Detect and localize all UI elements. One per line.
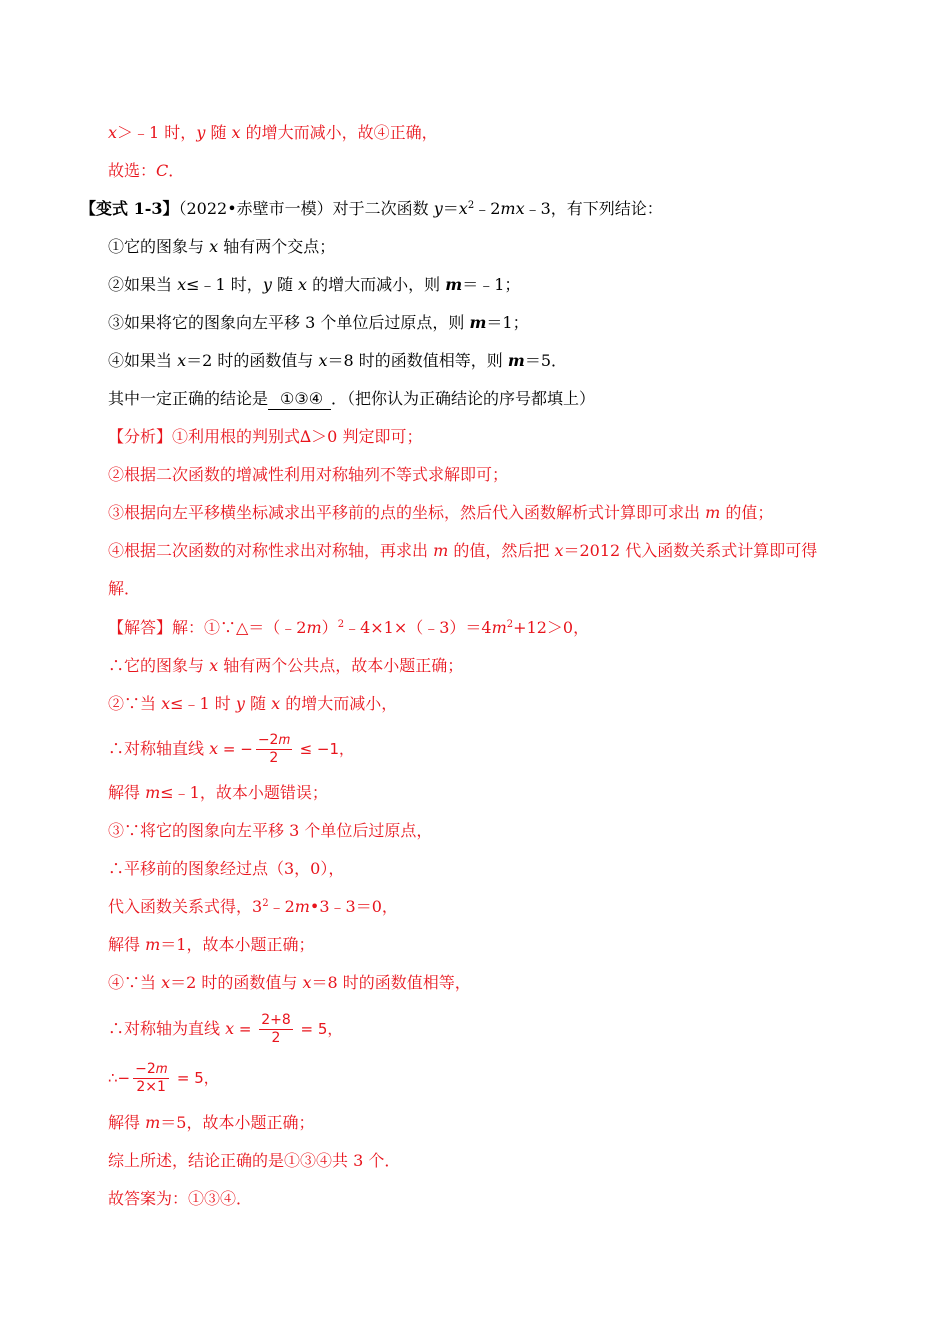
solution-2: ∴它的图象与 x 轴有两个公共点，故本小题正确； xyxy=(108,656,464,675)
statement-4: ④如果当 x＝2 时的函数值与 x＝8 时的函数值相等，则 m＝5． xyxy=(108,351,567,370)
fraction: $\frac{\text{−2𝑚}}{2}$ xyxy=(257,732,290,766)
top-line-2: 故选：C． xyxy=(108,161,185,180)
solution-15: 故答案为：①③④． xyxy=(108,1189,253,1208)
solution-13: 解得 m＝5，故本小题正确； xyxy=(108,1113,315,1132)
solution-11: ∴对称轴为直线 x = $\frac{2+8}{2}$ = 5， xyxy=(108,1012,343,1046)
solution-3: ②∵当 x≤﹣1 时 y 随 x 的增大而减小， xyxy=(108,694,398,713)
solution-6: ③∵将它的图象向左平移 3 个单位后过原点， xyxy=(108,821,433,840)
solution-4: ∴对称轴直线 x = − $\frac{\text{−2𝑚}}{2}$ ≤ −1， xyxy=(108,732,355,766)
statement-2: ②如果当 x≤﹣1 时，y 随 x 的增大而减小，则 m＝﹣1； xyxy=(108,275,521,294)
top-line-1: x＞﹣1 时，y 随 x 的增大而减小，故④正确， xyxy=(108,123,438,142)
problem-header: 【变式 1-3】（2022•赤壁市一模）对于二次函数 $y=x^2﹣2mx﹣3$，有下列结论： xyxy=(80,199,663,218)
question-line: 其中一定正确的结论是 ①③④ ．（把你认为正确结论的序号都填上） xyxy=(108,389,596,408)
statement-1: ①它的图象与 x 轴有两个交点； xyxy=(108,237,336,256)
solution-1: 【解答】解：$①\because\triangle=(﹣2m)^2﹣4\times 1\times(﹣3)=4m^2+12>0$， xyxy=(108,618,590,637)
solution-5: 解得 m≤﹣1，故本小题错误； xyxy=(108,783,328,802)
analysis-2: ②根据二次函数的增减性利用对称轴列不等式求解即可； xyxy=(108,465,509,484)
solution-7: ∴平移前的图象经过点（3，0）， xyxy=(108,859,345,878)
solution-9: 解得 m＝1，故本小题正确； xyxy=(108,935,315,954)
solution-14: 综上所述，结论正确的是①③④共 3 个． xyxy=(108,1151,401,1170)
statement-3: ③如果将它的图象向左平移 3 个单位后过原点，则 m＝1； xyxy=(108,313,529,332)
fraction: $\frac{2+8}{2}$ xyxy=(261,1012,291,1046)
solution-10: ④∵当 x＝2 时的函数值与 x＝8 时的函数值相等， xyxy=(108,973,471,992)
problem-tag: 【变式 1-3】 xyxy=(80,199,179,218)
answer-blank: ①③④ xyxy=(268,389,331,410)
analysis-5: 解． xyxy=(108,579,141,598)
fraction: $\frac{\text{−2𝑚}}{2\times 1}$ xyxy=(135,1061,168,1095)
analysis-1: 【分析】①利用根的判别式∆＞0 判定即可； xyxy=(108,427,423,446)
solution-12: ∴− $\frac{\text{−2𝑚}}{2\times 1}$ = 5， xyxy=(108,1061,219,1095)
analysis-3: ③根据向左平移横坐标减求出平移前的点的坐标，然后代入函数解析式计算即可求出 m 的值； xyxy=(108,503,774,522)
solution-8: 代入函数关系式得，$3^2﹣2m•3﹣3=0$， xyxy=(108,897,398,916)
analysis-4: ④根据二次函数的对称性求出对称轴，再求出 m 的值，然后把 x＝2012 代入函数关系式计算即可得 xyxy=(108,541,818,560)
